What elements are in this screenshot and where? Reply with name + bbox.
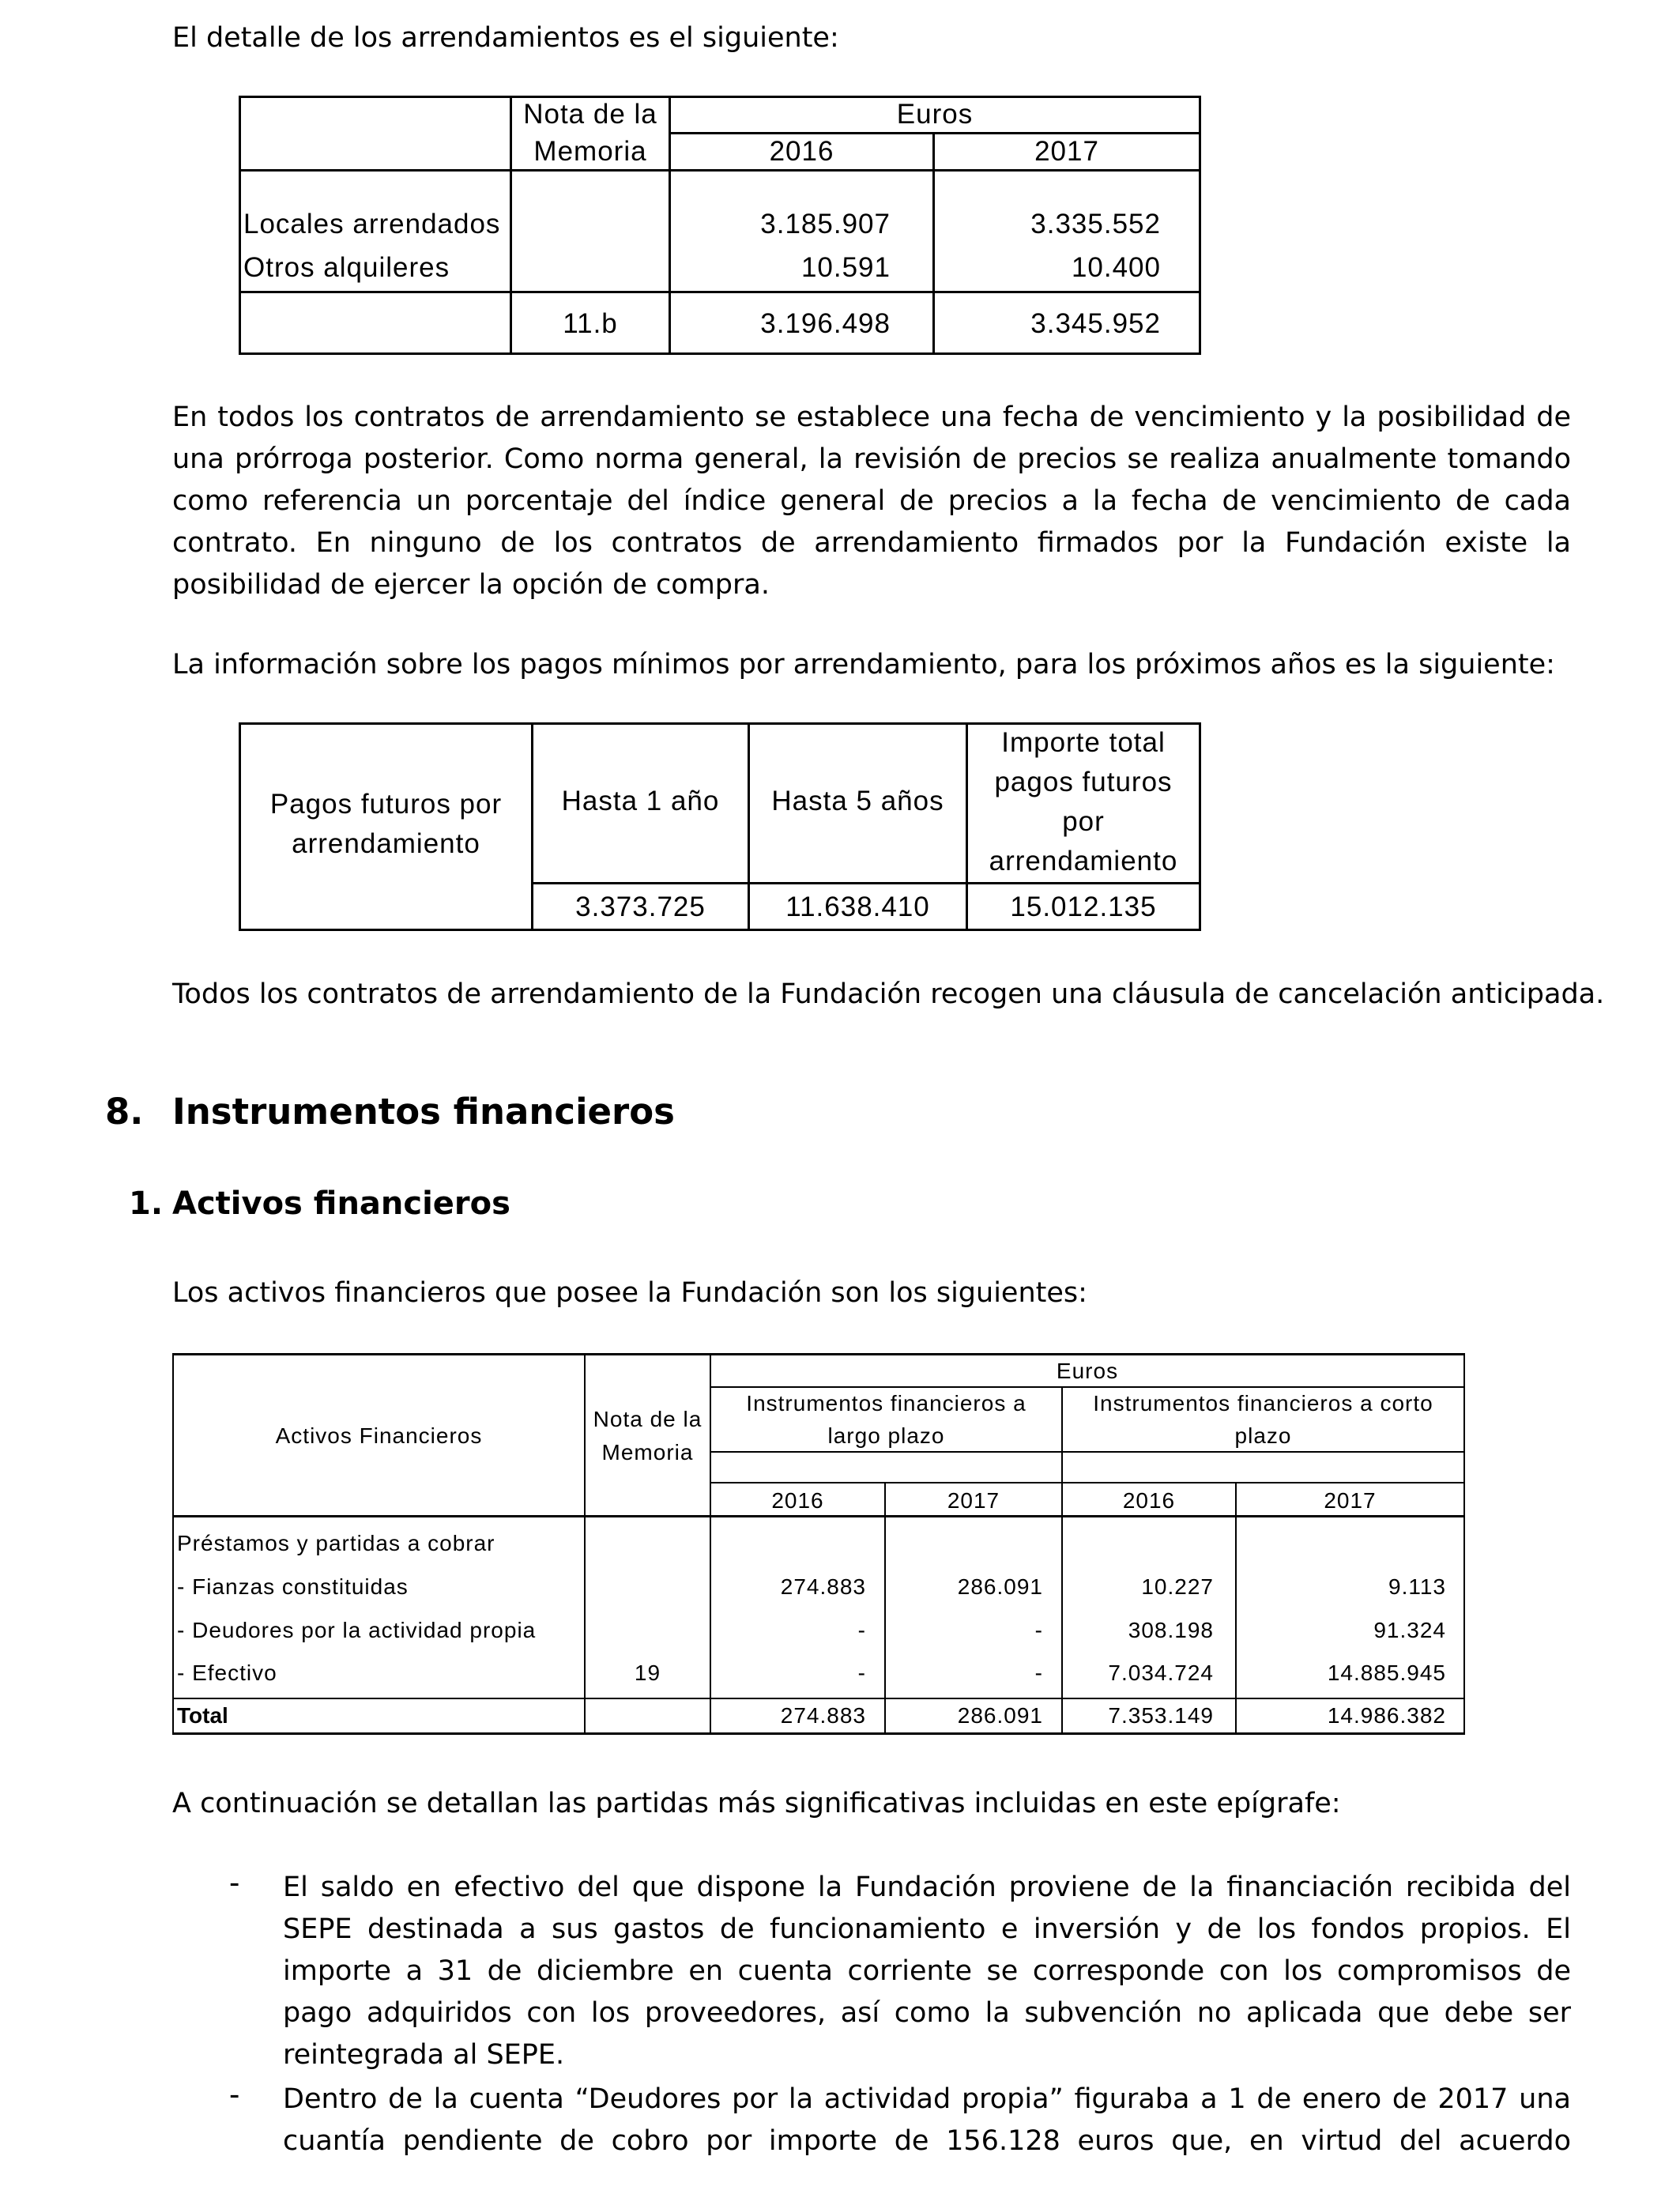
cell-value: 286.091 [957, 1574, 1043, 1599]
total-header-line4: arrendamiento [989, 846, 1178, 876]
row-label: - Fianzas constituidas [177, 1574, 409, 1599]
year-header: 2017 [947, 1488, 1000, 1513]
future-payments-intro: La información sobre los pagos mínimos por arrendamiento, para los próximos años es la siguiente: [172, 649, 1555, 680]
cell-value: 274.883 [780, 1574, 866, 1599]
cell-value: - [857, 1618, 866, 1642]
cancellation-paragraph: Todos los contratos de arrendamiento de la Fundación recogen una cláusula de cancelación anticipada. [172, 978, 1605, 1010]
cell-value: 308.198 [1128, 1618, 1214, 1642]
nota-header-line1: Nota de la [523, 99, 657, 130]
year-2016-header: 2016 [769, 136, 834, 167]
row-value-2017: 3.335.552 [1030, 209, 1161, 239]
row-label: Locales arrendados [243, 209, 501, 239]
row-label-line1: Pagos futuros por [269, 789, 503, 820]
corto-plazo-header-line1: Instrumentos financieros a corto [1093, 1391, 1433, 1416]
total-value: 14.986.382 [1327, 1703, 1446, 1728]
hasta-1-header: Hasta 1 año [561, 786, 720, 816]
section-title: Instrumentos financieros [172, 1091, 675, 1133]
total-header-line2: pagos futuros [994, 767, 1173, 797]
activos-header: Activos Financieros [275, 1423, 483, 1448]
total-header-line1: Importe total [1001, 727, 1166, 758]
year-header: 2016 [771, 1488, 824, 1513]
financial-assets-intro: Los activos financieros que posee la Fundación son los siguientes: [172, 1277, 1087, 1309]
cell-value: 7.034.724 [1108, 1661, 1214, 1685]
euros-header: Euros [896, 99, 974, 130]
hasta-1-value: 3.373.725 [575, 892, 706, 922]
total-value: 15.012.135 [1010, 892, 1157, 922]
subsection-number: 1. [129, 1186, 164, 1222]
nota-header-line2: Memoria [533, 136, 647, 167]
total-value: 274.883 [780, 1703, 866, 1728]
largo-plazo-header-line2: largo plazo [827, 1423, 945, 1448]
subsection-title: Activos financieros [172, 1186, 510, 1222]
total-label: Total [177, 1703, 228, 1728]
cell-value: 9.113 [1388, 1574, 1446, 1599]
year-header: 2017 [1324, 1488, 1377, 1513]
total-value: 7.353.149 [1108, 1703, 1214, 1728]
row-value-2016: 3.185.907 [760, 209, 891, 239]
corto-plazo-header-line2: plazo [1234, 1423, 1292, 1448]
cell-value: - [857, 1661, 866, 1685]
euros-header: Euros [1056, 1359, 1119, 1383]
cell-value: 14.885.945 [1327, 1661, 1446, 1685]
bullet-text: Dentro de la cuenta “Deudores por la actividad propia” figuraba a 1 de enero de 2017 una cuantía pendiente de cobro por importe de 156.128 euros que, en virtud del acuerdo [283, 2083, 1571, 2157]
year-header: 2016 [1122, 1488, 1176, 1513]
row-value-2017: 10.400 [1071, 252, 1161, 283]
row-label-line2: arrendamiento [292, 828, 480, 859]
total-header-line3: por [1062, 806, 1105, 837]
hasta-5-header: Hasta 5 años [771, 786, 944, 816]
intro-text: El detalle de los arrendamientos es el siguiente: [172, 22, 839, 54]
row-label: Otros alquileres [243, 252, 450, 283]
year-2017-header: 2017 [1034, 136, 1099, 167]
total-value-2016: 3.196.498 [760, 308, 891, 339]
row-label: Préstamos y partidas a cobrar [177, 1531, 495, 1555]
row-label: - Efectivo [177, 1661, 277, 1685]
bullet-text: El saldo en efectivo del que dispone la Fundación proviene de la financiación recibida del SEPE destinada a sus gastos de funcionamiento e inversión y de los fondos propios. El importe a 31 de diciembre en cuenta corriente se corresponde con los compromisos de pago adquiridos con los proveedores, así como la subvención no aplicada que debe ser reintegrada al SEPE. [283, 1872, 1571, 2071]
total-nota: 11.b [563, 308, 618, 339]
nota-header-line2: Memoria [601, 1440, 694, 1465]
bullet-marker: - [229, 2077, 240, 2112]
row-value-2016: 10.591 [800, 252, 891, 283]
nota-header-line1: Nota de la [593, 1407, 703, 1431]
row-nota: 19 [634, 1661, 661, 1685]
significant-items-intro: A continuación se detallan las partidas más significativas incluidas en este epígrafe: [172, 1788, 1341, 1819]
leases-paragraph: En todos los contratos de arrendamiento se establece una fecha de vencimiento y la posibilidad de una prórroga posterior. Como norma general, la revisión de precios se realiza anualmente tomando como referencia un porcentaje del índice general de precios a la fecha de vencimiento de cada contrato. En ninguno de los contratos de arrendamiento firmados por la Fundación existe la posibilidad de ejercer la opción de compra. [172, 401, 1571, 601]
total-value: 286.091 [957, 1703, 1043, 1728]
hasta-5-value: 11.638.410 [785, 892, 930, 922]
largo-plazo-header-line1: Instrumentos financieros a [746, 1391, 1026, 1416]
cell-value: 10.227 [1141, 1574, 1214, 1599]
total-value-2017: 3.345.952 [1030, 308, 1161, 339]
cell-value: - [1034, 1618, 1043, 1642]
cell-value: 91.324 [1373, 1618, 1446, 1642]
bullet-marker: - [229, 1865, 240, 1900]
cell-value: - [1034, 1661, 1043, 1685]
section-number: 8. [105, 1091, 144, 1133]
row-label: - Deudores por la actividad propia [177, 1618, 537, 1642]
